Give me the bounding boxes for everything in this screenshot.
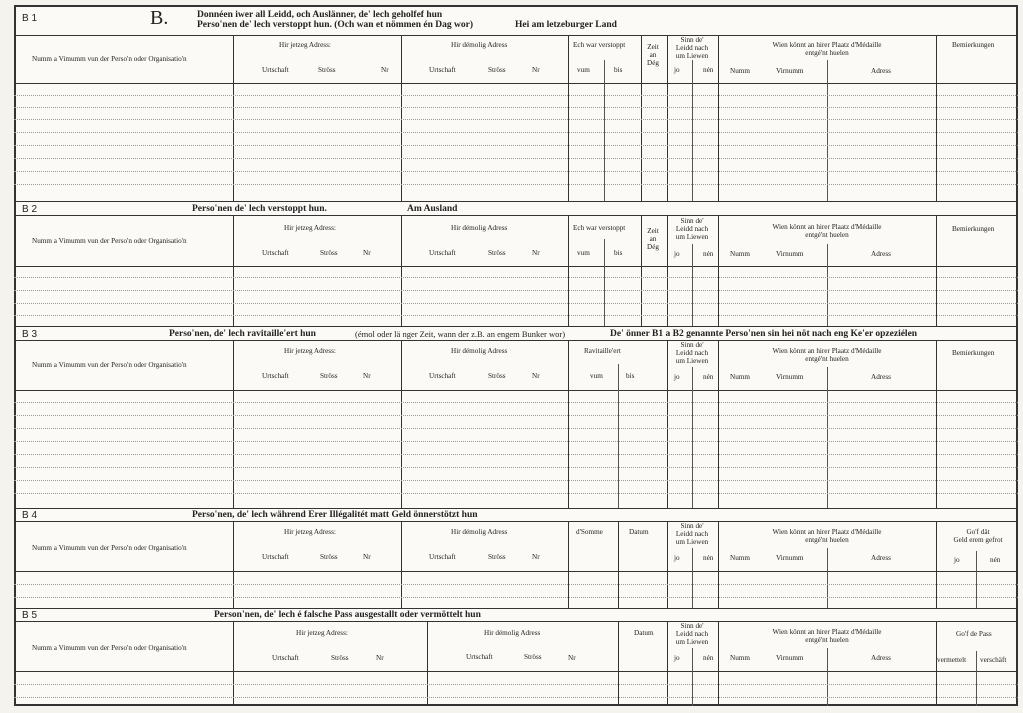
col-remarks: Bemierkungen [952,349,995,357]
col-medal: Wien könnt an hirer Plaatz d'Médaille entgé'nt huelen [772,528,882,545]
row-divider [14,95,1018,96]
row-divider [14,584,1018,585]
col-nr: Nr [381,66,389,74]
section-b5 [14,608,1018,706]
col-old-address: Hir démolig Adress [451,347,508,355]
col-street: Ströss [331,654,349,662]
section-heading-location: Am Ausland [407,204,458,214]
col-medal-name: Numm [730,373,750,381]
col-medal-firstname: Virnumm [776,654,804,662]
column-divider [568,521,569,609]
column-divider [233,215,234,327]
column-divider [604,239,605,327]
col-town: Urtschaft [262,553,289,561]
section-heading: Person'nen, de' lech é falsche Pass ausgestallt oder vermöttelt hun [214,610,481,620]
column-divider [401,521,402,609]
row-divider [14,454,1018,455]
col-medal-firstname: Virnumm [776,67,804,75]
col-street: Ströss [488,553,506,561]
col-town: Urtschaft [429,249,456,257]
section-b1 [14,5,1018,202]
section-code: B 1 [22,13,38,24]
col-medal-firstname: Virnumm [776,554,804,562]
col-medal: Wien könnt an hirer Plaatz d'Médaille entgé'nt huelen [772,223,882,240]
col-current-address: Hir jetzeg Adress: [284,224,336,232]
col-hidden: Ech war verstoppt [573,41,626,49]
row-divider [14,171,1018,172]
col-old-address: Hir démolig Adress [451,528,508,536]
col-town: Urtschaft [262,66,289,74]
col-nr: Nr [532,249,540,257]
row-divider [14,467,1018,468]
row-divider [14,608,1018,622]
column-divider [936,340,937,509]
col-yes: jo [674,66,680,74]
col-from: vum [577,66,590,74]
column-divider [976,551,977,609]
col-yes: jo [674,373,680,381]
col-sum: d'Somme [576,528,603,536]
row-divider [14,402,1018,403]
col-current-address: Hir jetzeg Adress: [284,528,336,536]
column-divider [936,621,937,706]
row-divider [14,277,1018,278]
col-street: Ströss [488,66,506,74]
col-nr: Nr [568,654,576,662]
col-medal-firstname: Virnumm [776,373,804,381]
col-medal-address: Adress [871,373,891,381]
col-street: Ströss [524,653,542,661]
section-heading-line1: Donnéen iwer all Leidd, och Auslänner, de' lech geholfef hun [197,10,443,20]
col-passport: Go'f de Pass [956,630,992,638]
col-nr: Nr [363,249,371,257]
section-b2 [14,201,1018,327]
row-divider [14,508,1018,522]
section-heading: Perso'nen, de' lech während Erer Illégalitét matt Geld önnerstötzt hun [192,510,478,520]
col-to: bis [614,249,623,257]
col-from: vum [577,249,590,257]
col-medal: Wien könnt an hirer Plaatz d'Médaille entgé'nt huelen [772,628,882,645]
column-divider [568,215,569,327]
column-divider [618,364,619,509]
col-nr: Nr [376,654,384,662]
section-code: B 3 [22,329,38,340]
col-medal-address: Adress [871,654,891,662]
col-current-address: Hir jetzeg Adress: [279,41,331,49]
column-divider [718,621,719,706]
row-divider [14,480,1018,481]
row-divider [14,493,1018,494]
col-name-header: Numm a Vimumm vun der Perso'n oder Organisatio'n [32,237,187,245]
row-divider [14,201,1018,216]
col-nr: Nr [363,553,371,561]
section-heading-line2: Perso'nen de' lech verstoppt hun. (Och wan et nömmen én Dag wor) [197,20,474,30]
column-divider [692,367,693,509]
section-code: B 5 [22,610,38,621]
col-nr: Nr [363,372,371,380]
form-letter: B. [150,7,169,29]
col-remarks: Bemierkungen [952,41,995,49]
col-current-address: Hir jetzeg Adress: [296,629,348,637]
section-heading: Perso'nen de' lech verstoppt hun. [192,204,327,214]
col-street: Ströss [320,372,338,380]
col-nr: Nr [532,66,540,74]
column-divider [618,521,619,609]
col-no: nén [703,250,714,258]
row-divider [14,184,1018,185]
row-divider [14,145,1018,146]
row-divider [14,107,1018,108]
col-town: Urtschaft [429,66,456,74]
col-street: Ströss [320,553,338,561]
col-provisioned: Ravitaille'ert [584,347,621,355]
section-b4 [14,508,1018,609]
col-days: Zeit an Dég [647,43,659,68]
col-nr: Nr [532,372,540,380]
column-divider [667,621,668,706]
col-old-address: Hir démolig Adress [451,41,508,49]
col-medal-name: Numm [730,67,750,75]
section-heading-note: (émol oder lä nger Zeit, wann der z.B. an engem Bunker wor) [355,329,566,339]
col-street: Ströss [318,66,336,74]
column-divider [667,521,668,609]
col-town: Urtschaft [262,372,289,380]
column-divider [718,521,719,609]
col-medal-address: Adress [871,554,891,562]
col-passport-procured: verschäft [980,656,1007,664]
row-divider [14,132,1018,133]
col-no: nén [703,373,714,381]
col-no: nén [703,554,714,562]
section-heading-exclusion: De' önner B1 a B2 genannte Perso'nen sin hei nöt nach eng Ke'er opzeziélen [610,329,918,339]
col-medal: Wien könnt an hirer Plaatz d'Médaille entgé'nt huelen [772,41,882,58]
col-no: nén [990,556,1001,564]
col-remarks: Bemierkungen [952,225,995,233]
section-code: B 4 [22,510,38,521]
col-passport-mediated: vermettelt [937,656,967,664]
column-divider [827,548,828,609]
row-divider [14,315,1018,316]
col-current-address: Hir jetzeg Adress: [284,347,336,355]
column-divider [827,60,828,202]
col-family-alive: Sinn de' Leidd nach um Liewen [675,217,709,242]
col-date: Datum [634,629,654,637]
row-divider [14,428,1018,429]
col-medal-name: Numm [730,250,750,258]
col-to: bis [614,66,623,74]
row-divider [14,303,1018,304]
column-divider [692,548,693,609]
col-family-alive: Sinn de' Leidd nach um Liewen [675,622,709,647]
col-days: Zeit an Dég [647,227,659,252]
col-name-header: Numm a Vimumm vun der Perso'n oder Organisatio'n [32,55,187,63]
column-divider [401,215,402,327]
col-date: Datum [629,528,649,536]
row-divider [14,119,1018,120]
column-divider [427,621,428,706]
col-medal-firstname: Virnumm [776,250,804,258]
col-street: Ströss [488,249,506,257]
column-divider [718,215,719,327]
column-divider [233,340,234,509]
col-hidden: Ech war verstoppt [573,224,626,232]
column-divider [618,621,619,706]
col-town: Urtschaft [262,249,289,257]
col-yes: jo [674,654,680,662]
col-medal-name: Numm [730,554,750,562]
column-divider [667,340,668,509]
col-to: bis [626,372,635,380]
col-town: Urtschaft [466,653,493,661]
col-no: nén [703,654,714,662]
col-medal-address: Adress [871,250,891,258]
row-divider [14,697,1018,698]
col-family-alive: Sinn de' Leidd nach um Liewen [675,522,709,547]
row-divider [14,684,1018,685]
row-divider [14,290,1018,291]
column-divider [604,60,605,202]
section-b3 [14,327,1018,509]
col-town: Urtschaft [272,654,299,662]
col-name-header: Numm a Vimumm vun der Perso'n oder Organisatio'n [32,544,187,552]
column-divider [667,215,668,327]
col-street: Ströss [320,249,338,257]
column-divider [936,215,937,327]
column-divider [936,521,937,609]
col-street: Ströss [488,372,506,380]
column-divider [401,340,402,509]
section-heading-location: Hei am letzeburger Land [515,20,617,30]
col-town: Urtschaft [429,372,456,380]
row-divider [14,415,1018,416]
column-divider [568,340,569,509]
col-money-returned: Go'f dät Geld erem gefrot [953,528,1003,545]
column-divider [718,340,719,509]
col-no: nén [703,66,714,74]
col-from: vum [590,372,603,380]
col-yes: jo [674,250,680,258]
col-nr: Nr [532,553,540,561]
col-name-header: Numm a Vimumm vun der Perso'n oder Organisatio'n [32,644,187,652]
column-divider [641,215,642,327]
section-code: B 2 [22,204,38,215]
column-divider [233,521,234,609]
col-medal: Wien könnt an hirer Plaatz d'Médaille entgé'nt huelen [772,347,882,364]
column-divider [827,367,828,509]
column-divider [233,621,234,706]
col-family-alive: Sinn de' Leidd nach um Liewen [675,341,709,366]
col-yes: jo [954,556,960,564]
column-divider [692,60,693,202]
row-divider [14,597,1018,598]
row-divider [14,158,1018,159]
col-town: Urtschaft [429,553,456,561]
col-yes: jo [674,554,680,562]
col-medal-address: Adress [871,67,891,75]
col-old-address: Hir démolig Adress [451,224,508,232]
col-name-header: Numm a Vimumm vun der Perso'n oder Organisatio'n [32,361,187,369]
col-medal-name: Numm [730,654,750,662]
col-old-address: Hir démolig Adress [484,629,541,637]
col-family-alive: Sinn de' Leidd nach um Liewen [675,36,709,61]
row-divider [14,441,1018,442]
section-heading: Perso'nen, de' lech ravitaille'ert hun [169,329,316,339]
